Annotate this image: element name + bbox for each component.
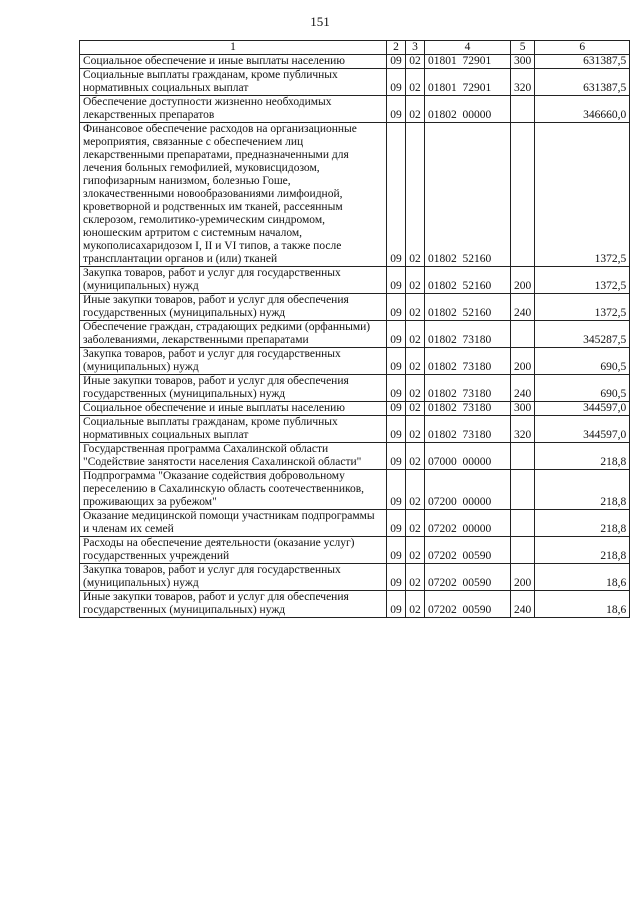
table-cell-c6: 690,5 (535, 375, 630, 402)
table-cell-c6: 344597,0 (535, 416, 630, 443)
table-cell-name: Социальное обеспечение и иные выплаты населению (80, 402, 387, 416)
table-cell-c6: 344597,0 (535, 402, 630, 416)
table-cell-c6: 631387,5 (535, 55, 630, 69)
table-cell-name: Иные закупки товаров, работ и услуг для обеспечения государственных (муниципальных) нужд (80, 375, 387, 402)
table-cell-c4: 07202 00000 (425, 510, 511, 537)
table-cell-name: Расходы на обеспечение деятельности (оказание услуг) государственных учреждений (80, 537, 387, 564)
table-cell-c2: 09 (387, 402, 406, 416)
table-cell-name: Социальные выплаты гражданам, кроме публичных нормативных социальных выплат (80, 69, 387, 96)
table-cell-c3: 02 (406, 69, 425, 96)
table-cell-c4: 01801 72901 (425, 55, 511, 69)
table-row (80, 375, 630, 402)
table-cell-name: Социальные выплаты гражданам, кроме публичных нормативных социальных выплат (80, 416, 387, 443)
table-cell-name: Обеспечение граждан, страдающих редкими (орфанными) заболеваниями, лекарственными препаратами (80, 321, 387, 348)
column-header: 4 (425, 41, 511, 55)
table-cell-c6: 1372,5 (535, 294, 630, 321)
table-cell-c2: 09 (387, 416, 406, 443)
table-cell-c3: 02 (406, 564, 425, 591)
table-row (80, 321, 630, 348)
table-cell-c3: 02 (406, 402, 425, 416)
table-cell-c6: 218,8 (535, 443, 630, 470)
table-row (80, 267, 630, 294)
table-row (80, 443, 630, 470)
table-cell-c4: 01802 73180 (425, 416, 511, 443)
table-cell-c5: 200 (511, 348, 535, 375)
table-header-row (80, 41, 630, 55)
table-cell-c2: 09 (387, 537, 406, 564)
table-cell-c6: 1372,5 (535, 123, 630, 267)
table-cell-c2: 09 (387, 443, 406, 470)
table-cell-c3: 02 (406, 294, 425, 321)
table-cell-c5 (511, 537, 535, 564)
table-row (80, 348, 630, 375)
table-cell-c3: 02 (406, 321, 425, 348)
table-cell-c5 (511, 443, 535, 470)
table-cell-c4: 07200 00000 (425, 470, 511, 510)
table-cell-c3: 02 (406, 375, 425, 402)
table-cell-c6: 690,5 (535, 348, 630, 375)
column-header: 3 (406, 41, 425, 55)
table-cell-c6: 218,8 (535, 510, 630, 537)
table-cell-c6: 345287,5 (535, 321, 630, 348)
table-cell-c4: 01802 52160 (425, 294, 511, 321)
table-cell-c3: 02 (406, 267, 425, 294)
table-cell-c3: 02 (406, 96, 425, 123)
table-cell-c5 (511, 321, 535, 348)
table-cell-c5 (511, 470, 535, 510)
table-row (80, 470, 630, 510)
table-cell-c3: 02 (406, 510, 425, 537)
table-cell-c2: 09 (387, 470, 406, 510)
column-header: 6 (535, 41, 630, 55)
table-cell-c2: 09 (387, 96, 406, 123)
table-cell-c6: 18,6 (535, 591, 630, 618)
table-cell-c2: 09 (387, 564, 406, 591)
table-cell-c4: 01801 72901 (425, 69, 511, 96)
table-cell-c3: 02 (406, 55, 425, 69)
table-cell-c5: 200 (511, 564, 535, 591)
table-cell-c2: 09 (387, 123, 406, 267)
table-cell-name: Социальное обеспечение и иные выплаты населению (80, 55, 387, 69)
table-cell-c4: 01802 73180 (425, 348, 511, 375)
table-cell-name: Финансовое обеспечение расходов на организационные мероприятия, связанные с обеспечением лиц лекарственными препаратами, предназначенными для лечения больных гемофилией, муковисцидозом, гипофизарным нанизмом, болезнью Гоше, злокачественными новообразованиями лимфоидной, кроветворной и родственных им тканей, рассеянным склерозом, гемолитико-уремическим синдромом, юношеским артритом с системным началом, мукополисахаридозом I, II и VI типов, а также после трансплантации органов и (или) тканей (80, 123, 387, 267)
table-cell-c5: 240 (511, 294, 535, 321)
table-cell-c3: 02 (406, 348, 425, 375)
table-cell-c2: 09 (387, 294, 406, 321)
table-cell-c5 (511, 123, 535, 267)
table-row (80, 510, 630, 537)
table-row (80, 537, 630, 564)
table-row (80, 402, 630, 416)
table-row (80, 564, 630, 591)
table-cell-c2: 09 (387, 375, 406, 402)
table-cell-c5: 320 (511, 416, 535, 443)
table-cell-c4: 07000 00000 (425, 443, 511, 470)
table-cell-name: Подпрограмма "Оказание содействия добровольному переселению в Сахалинскую область соотечественников, проживающих за рубежом" (80, 470, 387, 510)
table-cell-c4: 01802 73180 (425, 402, 511, 416)
table-cell-c3: 02 (406, 470, 425, 510)
table-cell-c5: 300 (511, 55, 535, 69)
column-header: 5 (511, 41, 535, 55)
column-header: 1 (80, 41, 387, 55)
table-cell-c3: 02 (406, 537, 425, 564)
table-row (80, 55, 630, 69)
table-cell-c5: 200 (511, 267, 535, 294)
table-cell-c4: 07202 00590 (425, 564, 511, 591)
table-cell-name: Закупка товаров, работ и услуг для государственных (муниципальных) нужд (80, 564, 387, 591)
table-cell-c5: 240 (511, 375, 535, 402)
table-cell-c5: 300 (511, 402, 535, 416)
table-cell-name: Иные закупки товаров, работ и услуг для обеспечения государственных (муниципальных) нужд (80, 294, 387, 321)
table-cell-c2: 09 (387, 267, 406, 294)
table-cell-c2: 09 (387, 321, 406, 348)
table-cell-c6: 346660,0 (535, 96, 630, 123)
table-cell-name: Иные закупки товаров, работ и услуг для обеспечения государственных (муниципальных) нужд (80, 591, 387, 618)
table-cell-c4: 07202 00590 (425, 591, 511, 618)
table-row (80, 591, 630, 618)
table-cell-c2: 09 (387, 55, 406, 69)
table-cell-c5 (511, 96, 535, 123)
column-header: 2 (387, 41, 406, 55)
table-cell-c4: 07202 00590 (425, 537, 511, 564)
table-row (80, 416, 630, 443)
table-cell-c4: 01802 52160 (425, 123, 511, 267)
table-cell-c6: 218,8 (535, 470, 630, 510)
table-cell-c5: 240 (511, 591, 535, 618)
page-number: 151 (310, 14, 330, 29)
table-cell-c6: 18,6 (535, 564, 630, 591)
table-cell-c6: 218,8 (535, 537, 630, 564)
table-cell-c2: 09 (387, 69, 406, 96)
table-cell-c2: 09 (387, 510, 406, 537)
table-cell-name: Обеспечение доступности жизненно необходимых лекарственных препаратов (80, 96, 387, 123)
table-row (80, 294, 630, 321)
table-cell-name: Закупка товаров, работ и услуг для государственных (муниципальных) нужд (80, 267, 387, 294)
table-cell-c3: 02 (406, 443, 425, 470)
table-cell-c3: 02 (406, 123, 425, 267)
table-cell-c4: 01802 73180 (425, 375, 511, 402)
table-cell-c2: 09 (387, 591, 406, 618)
table-row (80, 96, 630, 123)
table-cell-c6: 631387,5 (535, 69, 630, 96)
table-cell-c5 (511, 510, 535, 537)
table-cell-name: Закупка товаров, работ и услуг для государственных (муниципальных) нужд (80, 348, 387, 375)
table-cell-c4: 01802 73180 (425, 321, 511, 348)
table-cell-name: Оказание медицинской помощи участникам подпрограммы и членам их семей (80, 510, 387, 537)
table-cell-c3: 02 (406, 591, 425, 618)
table-cell-c5: 320 (511, 69, 535, 96)
table-cell-c2: 09 (387, 348, 406, 375)
table-cell-c3: 02 (406, 416, 425, 443)
table-row (80, 69, 630, 96)
table-cell-c4: 01802 00000 (425, 96, 511, 123)
budget-table (79, 40, 630, 618)
table-row (80, 123, 630, 267)
table-cell-c4: 01802 52160 (425, 267, 511, 294)
table-cell-name: Государственная программа Сахалинской области "Содействие занятости населения Сахалинской области" (80, 443, 387, 470)
table-cell-c6: 1372,5 (535, 267, 630, 294)
